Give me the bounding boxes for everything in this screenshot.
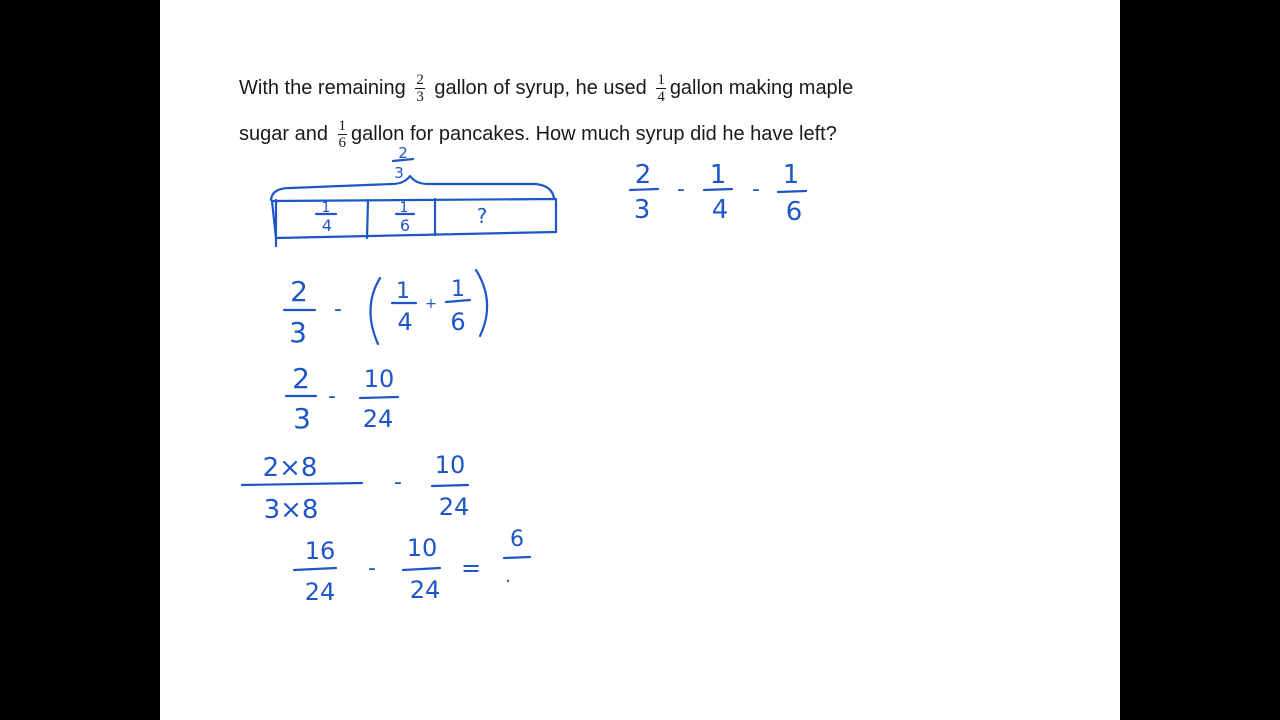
equals-sign: = [460, 554, 482, 582]
fraction-denominator: 24 [362, 405, 394, 433]
fraction-numerator: 16 [304, 537, 336, 565]
fraction-bar [360, 397, 398, 398]
fraction-numerator: 1 [451, 277, 465, 302]
brace [271, 176, 554, 200]
fraction-bar [446, 300, 470, 302]
fraction-numerator: 10 [363, 365, 395, 393]
fraction-bar [403, 568, 440, 570]
fraction-numerator: 6 [510, 527, 524, 552]
fraction-denominator: 3 [293, 402, 311, 435]
plus-sign: + [425, 296, 437, 312]
fraction-denominator: 4 [657, 89, 665, 105]
minus-sign: - [677, 177, 685, 202]
fraction-numerator: 1 [338, 118, 347, 134]
minus-sign: - [752, 177, 760, 202]
fraction-numerator: 1 [657, 72, 665, 88]
step-2 [286, 362, 398, 435]
fraction-numerator: 1 [709, 160, 727, 190]
fraction-denominator: 24 [438, 493, 470, 521]
problem-text: gallon making maple [669, 76, 854, 99]
left-parenthesis [370, 278, 380, 344]
fraction-denominator: . [505, 566, 511, 587]
minus-sign: - [334, 297, 342, 322]
problem-text: With the remaining [239, 76, 406, 99]
fraction-denominator: 4 [711, 195, 729, 225]
box-fraction-denominator: 6 [399, 216, 411, 235]
box-fraction-denominator: 4 [321, 216, 333, 235]
fraction-numerator: 1 [396, 279, 410, 304]
fraction-bar [294, 568, 336, 570]
brace-label-denominator: 3 [394, 164, 404, 182]
box-fraction-numerator: 1 [321, 200, 331, 216]
fraction-numerator: 2 [292, 362, 310, 395]
expression-subtraction [630, 160, 806, 227]
fraction-bar [504, 557, 530, 558]
minus-sign: - [368, 556, 376, 581]
fraction-denominator: 4 [397, 308, 413, 336]
problem-text: gallon for pancakes. How much syrup did he have left? [351, 122, 837, 145]
fraction-bar [432, 485, 468, 486]
brace-label-bar [393, 159, 413, 161]
step-1 [284, 270, 487, 349]
fraction-denominator: 6 [338, 135, 347, 151]
fraction-numerator: 1 [782, 160, 800, 190]
fraction-denominator: 3×8 [263, 495, 319, 525]
right-parenthesis [476, 270, 487, 336]
fraction-denominator: 3 [289, 316, 307, 349]
minus-sign: - [394, 470, 402, 495]
brace-label-numerator: 2 [398, 144, 408, 162]
fraction-numerator: 2 [290, 275, 308, 308]
fraction-denominator: 24 [409, 576, 441, 604]
fraction-denominator: 6 [450, 308, 466, 336]
tape-diagram [271, 144, 556, 246]
fraction-numerator: 2×8 [262, 453, 318, 483]
tape-rectangle [272, 199, 556, 238]
fraction-bar [630, 189, 658, 190]
problem-text: sugar and [239, 122, 328, 145]
unknown-mark: ? [476, 204, 488, 228]
fraction-numerator: 10 [434, 451, 466, 479]
fraction-denominator: 3 [416, 89, 424, 105]
tape-divider [367, 200, 368, 238]
minus-sign: - [328, 384, 336, 409]
step-3 [242, 451, 469, 525]
handwritten-work [160, 0, 1120, 720]
fraction-numerator: 10 [406, 534, 438, 562]
fraction-denominator: 3 [633, 195, 651, 225]
step-4 [294, 527, 530, 606]
fraction-bar [778, 191, 806, 192]
fraction-denominator: 24 [304, 578, 336, 606]
fraction-bar [242, 483, 362, 485]
fraction-numerator: 2 [416, 72, 424, 88]
whiteboard-page [160, 0, 1120, 720]
fraction-bar [704, 189, 732, 190]
fraction-denominator: 6 [785, 197, 803, 227]
fraction-numerator: 2 [634, 160, 652, 190]
problem-text: gallon of syrup, he used [434, 76, 647, 99]
box-fraction-numerator: 1 [399, 200, 409, 216]
